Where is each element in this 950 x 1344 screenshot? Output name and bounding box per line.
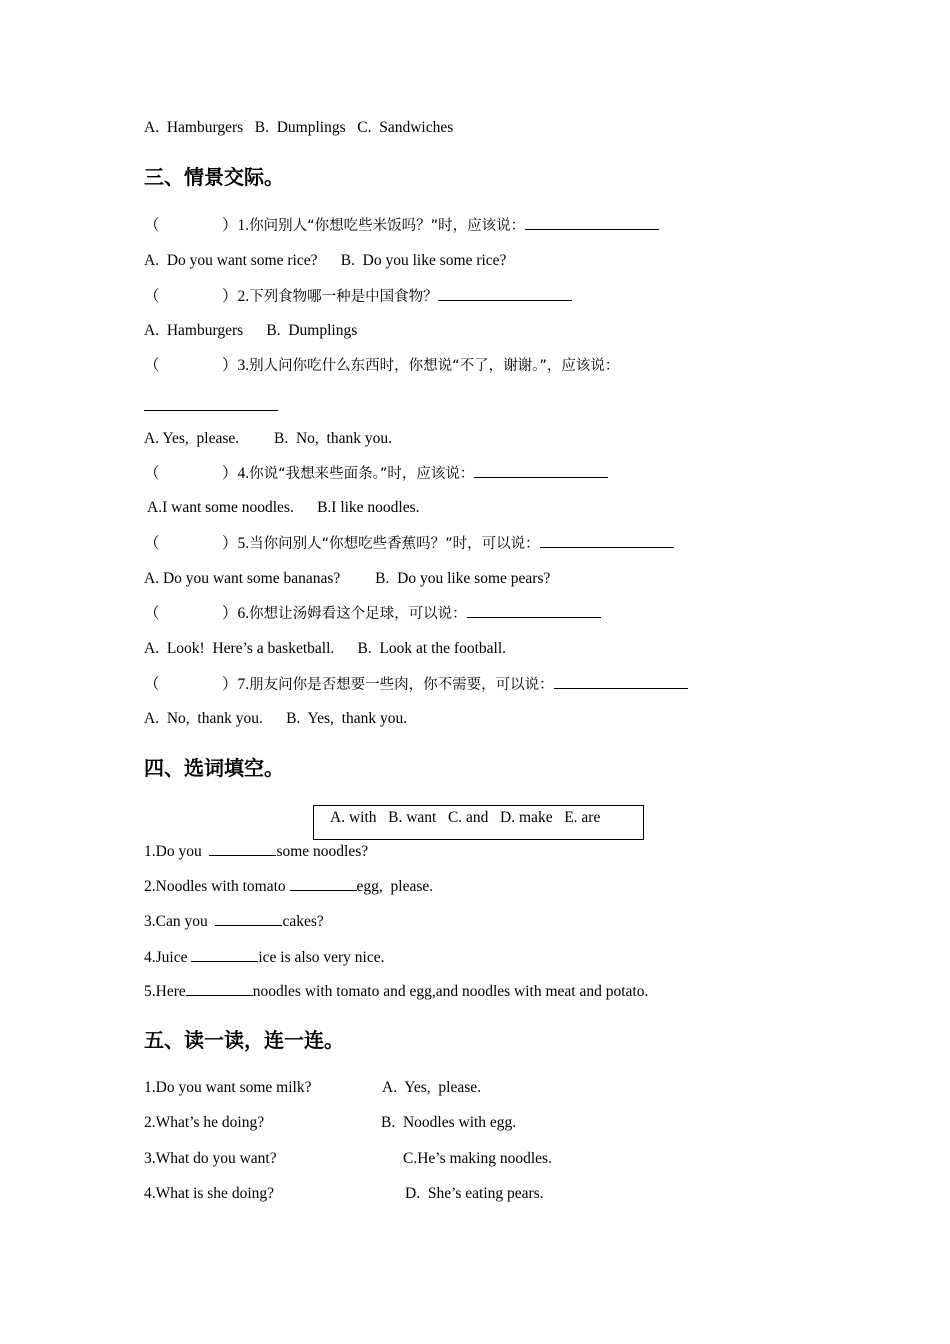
fill-blank[interactable] xyxy=(209,841,276,856)
s5-right-d[interactable]: D. She’s eating pears. xyxy=(405,1185,544,1202)
s3-q4: （ ）4.你说“我想来些面条。”时，应该说： xyxy=(144,463,608,484)
s4-q1: 1.Do you some noodles? xyxy=(144,843,369,860)
s3-q4-options: A.I want some noodles. B.I like noodles. xyxy=(144,499,420,516)
s3-q5: （ ）5.当你问别人“你想吃些香蕉吗？”时，可以说： xyxy=(144,533,674,554)
s5-right-a[interactable]: A. Yes, please. xyxy=(382,1079,482,1096)
section-4-title: 四、选词填空。 xyxy=(144,756,284,780)
s3-q6: （ ）6.你想让汤姆看这个足球，可以说： xyxy=(144,603,601,624)
answer-blank[interactable] xyxy=(540,533,674,548)
s3-q3-blank-line xyxy=(144,396,278,417)
s5-left-3[interactable]: 3.What do you want? xyxy=(144,1150,277,1167)
answer-blank[interactable] xyxy=(438,286,572,301)
s5-left-4[interactable]: 4.What is she doing? xyxy=(144,1185,275,1202)
answer-blank[interactable] xyxy=(144,396,278,411)
fill-blank[interactable] xyxy=(290,876,357,891)
answer-blank[interactable] xyxy=(554,674,688,689)
s5-left-1[interactable]: 1.Do you want some milk? xyxy=(144,1079,312,1096)
s3-q1-options: A. Do you want some rice? B. Do you like some rice? xyxy=(144,252,507,269)
s3-q2: （ ）2.下列食物哪一种是中国食物？ xyxy=(144,286,572,307)
s3-q3: （ ）3.别人问你吃什么东西时，你想说“不了，谢谢。”，应该说： xyxy=(144,357,620,374)
fill-blank[interactable] xyxy=(191,947,258,962)
fill-blank[interactable] xyxy=(215,911,282,926)
s5-left-2[interactable]: 2.What’s he doing? xyxy=(144,1114,265,1131)
s3-q7: （ ）7.朋友问你是否想要一些肉，你不需要，可以说： xyxy=(144,674,688,695)
s4-q4: 4.Juice ice is also very nice. xyxy=(144,949,385,966)
answer-blank[interactable] xyxy=(474,463,608,478)
answer-blank[interactable] xyxy=(525,215,659,230)
s3-q5-options: A. Do you want some bananas? B. Do you like some pears? xyxy=(144,570,551,587)
word-bank: A. with B. want C. and D. make E. are xyxy=(330,809,601,826)
s3-q2-options: A. Hamburgers B. Dumplings xyxy=(144,322,358,339)
section-5-title: 五、读一读，连一连。 xyxy=(144,1028,344,1052)
section-3-title: 三、情景交际。 xyxy=(144,165,284,189)
s4-q2: 2.Noodles with tomato egg, please. xyxy=(144,878,434,895)
s3-q3-options: A. Yes, please. B. No, thank you. xyxy=(144,430,392,447)
s4-q3: 3.Can you cakes? xyxy=(144,913,324,930)
s4-q5: 5.Here noodles with tomato and egg,and noodles with meat and potato. xyxy=(144,983,649,1000)
s3-q6-options: A. Look! Here’s a basketball. B. Look at the football. xyxy=(144,640,507,657)
s5-right-c[interactable]: C.He’s making noodles. xyxy=(403,1150,552,1167)
word-bank-box xyxy=(313,805,644,840)
prev-question-options: A. Hamburgers B. Dumplings C. Sandwiches xyxy=(144,119,454,136)
s3-q1: （ ）1.你问别人“你想吃些米饭吗？”时，应该说： xyxy=(144,215,659,236)
fill-blank[interactable] xyxy=(186,981,253,996)
s5-right-b[interactable]: B. Noodles with egg. xyxy=(381,1114,517,1131)
answer-blank[interactable] xyxy=(467,603,601,618)
s3-q7-options: A. No, thank you. B. Yes, thank you. xyxy=(144,710,408,727)
